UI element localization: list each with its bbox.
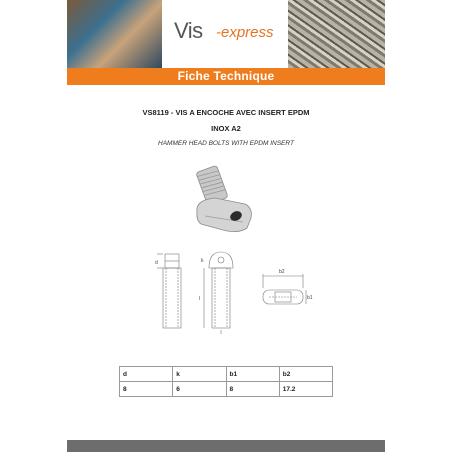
header-banner bbox=[67, 0, 385, 68]
product-subtitle: HAMMER HEAD BOLTS WITH EPDM INSERT bbox=[158, 140, 294, 147]
dim-label-b1: b1 bbox=[307, 295, 313, 301]
table-header-cell: b1 bbox=[226, 367, 279, 382]
logo-sub-text: -express bbox=[216, 24, 274, 41]
footer-bar bbox=[67, 440, 385, 452]
datasheet-page bbox=[67, 0, 385, 452]
bolt-hammer-head bbox=[197, 198, 252, 232]
dim-label-l: l bbox=[199, 296, 201, 302]
screws-photo bbox=[288, 0, 385, 68]
bolt-product-image bbox=[187, 160, 265, 238]
section-title: Fiche Technique bbox=[177, 69, 275, 83]
table-cell: 6 bbox=[173, 382, 226, 397]
logo-main-text: Vis bbox=[174, 18, 203, 43]
table-header-cell: d bbox=[120, 367, 173, 382]
product-title: VS8119 - VIS A ENCOCHE AVEC INSERT EPDM bbox=[142, 108, 310, 117]
table-cell: 8 bbox=[120, 382, 173, 397]
table-header-row bbox=[120, 367, 333, 382]
table-cell: 17.2 bbox=[279, 382, 332, 397]
section-bar bbox=[67, 68, 385, 85]
brand-logo bbox=[162, 0, 288, 68]
dim-label-b2: b2 bbox=[279, 269, 285, 275]
dim-label-k: k bbox=[201, 258, 204, 264]
tools-photo bbox=[67, 0, 162, 68]
table-row bbox=[120, 382, 333, 397]
table-header-cell: b2 bbox=[279, 367, 332, 382]
table-header-cell: k bbox=[173, 367, 226, 382]
table-cell: 8 bbox=[226, 382, 279, 397]
product-material: INOX A2 bbox=[211, 124, 241, 133]
dim-label-d: d bbox=[155, 260, 158, 266]
spec-table bbox=[119, 366, 333, 397]
technical-drawing bbox=[141, 248, 321, 334]
